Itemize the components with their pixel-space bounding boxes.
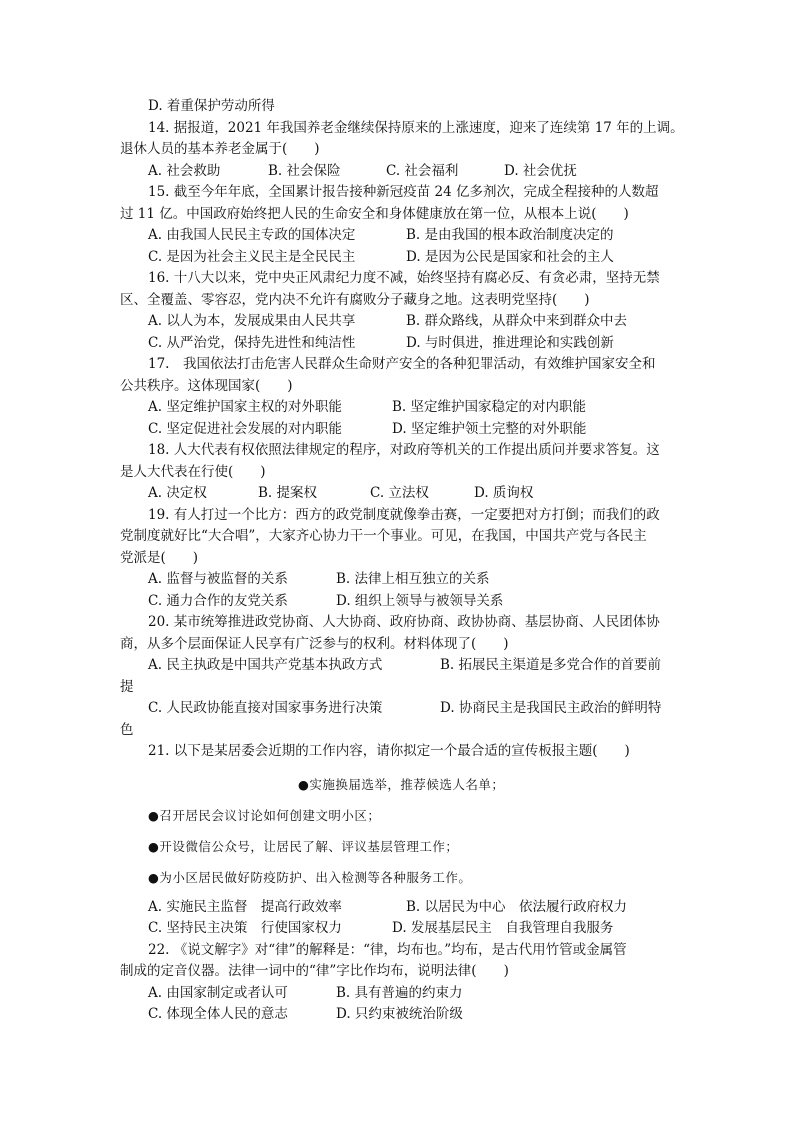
q19-option-b: B. 法律上相互独立的关系	[336, 571, 490, 587]
q17-option-b: B. 坚定维护国家稳定的对内职能	[392, 399, 587, 415]
q17-option-c: C. 坚定促进社会发展的对内职能	[148, 420, 342, 437]
q21-option-a: A. 实施民主监督 提高行政效率	[148, 898, 342, 915]
q18-option-d: D. 质询权	[474, 485, 534, 501]
q20-option-c: C. 人民政协能直接对国家事务进行决策	[148, 700, 383, 716]
q21-option-b: B. 以居民为中心 依法履行政府权力	[406, 898, 628, 915]
question-15	[120, 182, 680, 268]
q19-stem-line1: 19. 有人打过一个比方：西方的政党制度就像拳击赛，一定要把对方打倒；而我们的政	[148, 506, 660, 523]
q19-option-a: A. 监督与被监督的关系	[148, 571, 288, 587]
question-14	[120, 118, 684, 183]
q16-stem-line1: 16. 十八大以来，党中央正风肃纪力度不减，始终坚持有腐必反、有贪必肃，坚持无禁	[148, 270, 660, 286]
q15-stem-line1: 15. 截至今年年底，全国累计报告接种新冠疫苗 24 亿多剂次，完成全程接种的人数超	[148, 184, 659, 200]
q21-notice-item: ●实施换届选举，推荐候选人名单；	[298, 776, 505, 792]
question-16	[120, 268, 680, 354]
q18-option-a: A. 决定权	[148, 485, 207, 501]
q17-option-d: D. 坚定维护领土完整的对外职能	[392, 420, 587, 437]
q15-option-a: A. 由我国人民民主专政的国体决定	[148, 227, 356, 243]
q15-option-b: B. 是由我国的根本政治制度决定的	[406, 227, 614, 243]
q21-notice-item: ●为小区居民做好防疫防护、出入检测等各种服务工作。	[148, 869, 472, 885]
q21-option-c: C. 坚持民主决策 行使国家权力	[148, 920, 342, 936]
q21-stem-line1: 21. 以下是某居委会近期的工作内容，请你拟定一个最合适的宣传板报主题( )	[148, 743, 630, 759]
question-18	[120, 440, 680, 505]
question-17	[120, 354, 680, 440]
q18-option-c: C. 立法权	[370, 485, 429, 501]
q22-option-b: B. 具有普遍的约束力	[336, 984, 463, 1001]
q19-option-d: D. 组织上领导与被领导关系	[336, 592, 504, 609]
q20-option-a: A. 民主执政是中国共产党基本执政方式	[148, 657, 383, 673]
q19-stem-line2: 党制度就好比“大合唱”，大家齐心协力干一个事业。可见，在我国，中国共产党与各民主	[120, 528, 647, 544]
q22-options-row2	[120, 1004, 680, 1026]
q21-notice-item: ●开设微信公众号，让居民了解、评议基层管理工作；	[148, 838, 459, 854]
q20-option-d-wrap: 色	[120, 721, 134, 738]
q20-options-row2	[120, 698, 680, 720]
q22-options-row1	[120, 983, 680, 1005]
q18-options	[120, 483, 680, 505]
q15-stem-line2: 过 11 亿。中国政府始终把人民的生命安全和身体健康放在第一位，从根本上说( )	[120, 205, 629, 222]
q15-options-row1	[120, 225, 680, 247]
q20-stem-line1: 20. 某市统筹推进政党协商、人大协商、政府协商、政协协商、基层协商、人民团体协	[148, 614, 660, 630]
question-21	[120, 741, 680, 940]
q19-option-c: C. 通力合作的友党关系	[148, 592, 288, 609]
q16-option-d: D. 与时俱进，推进理论和实践创新	[406, 334, 614, 351]
q17-stem-line2: 公共秩序。这体现国家( )	[120, 377, 293, 394]
q18-stem-line2: 是人大代表在行使( )	[120, 463, 266, 480]
q20-option-d: D. 协商民主是我国民主政治的鲜明特	[440, 700, 662, 716]
q17-options-row1	[120, 397, 680, 419]
q15-options-row2	[120, 247, 680, 269]
question-20	[120, 612, 680, 741]
q16-stem-line2: 区、全覆盖、零容忍，党内决不允许有腐败分子藏身之地。这表明党坚持( )	[120, 291, 590, 308]
q21-options-row1	[120, 897, 680, 919]
q15-option-c: C. 是因为社会主义民主是全民民主	[148, 248, 356, 265]
question-list	[120, 96, 684, 1026]
q21-notice-box	[148, 769, 680, 893]
q14-stem-line1: 14. 据报道，2021 年我国养老金继续保持原来的上涨速度，迎来了连续第 17 年的上调。	[148, 119, 684, 136]
q13-option-d: D. 着重保护劳动所得	[148, 98, 275, 114]
q20-option-b-wrap: 提	[120, 678, 134, 695]
q14-stem-line2: 退休人员的基本养老金属于( )	[120, 141, 320, 157]
q18-option-b: B. 提案权	[258, 485, 318, 501]
q14-option-c: C. 社会福利	[386, 162, 459, 179]
q21-options-row2	[120, 918, 680, 940]
q17-options-row2	[120, 419, 680, 441]
q22-option-d: D. 只约束被统治阶级	[336, 1006, 463, 1022]
q22-stem-line1: 22. 《说文解字》对“律”的解释是：“律，均布也。”均布，是古代用竹管或金属管	[148, 941, 627, 958]
q19-stem-line3: 党派是( )	[120, 549, 199, 566]
q17-option-a: A. 坚定维护国家主权的对外职能	[148, 399, 342, 415]
q16-option-a: A. 以人为本，发展成果由人民共享	[148, 313, 356, 329]
q16-options-row1	[120, 311, 680, 333]
q18-stem-line1: 18. 人大代表有权依照法律规定的程序，对政府等机关的工作提出质问并要求答复。这	[148, 442, 660, 458]
q14-options	[120, 161, 680, 183]
q16-option-c: C. 从严治党，保持先进性和纯洁性	[148, 334, 356, 351]
q20-stem-line2: 商，从多个层面保证人民享有广泛参与的权利。材料体现了( )	[120, 635, 509, 652]
q17-stem-line1: 17. 我国依法打击危害人民群众生命财产安全的各种犯罪活动，有效维护国家安全和	[148, 356, 656, 372]
q14-option-d: D. 社会优抚	[504, 162, 577, 179]
q19-options-row1	[120, 569, 680, 591]
q14-option-b: B. 社会保险	[268, 162, 341, 179]
q19-options-row2	[120, 591, 680, 613]
question-19	[120, 505, 680, 613]
q15-option-d: D. 是因为公民是国家和社会的主人	[406, 248, 614, 265]
q16-option-b: B. 群众路线，从群众中来到群众中去	[406, 313, 628, 329]
q22-stem-line2: 制成的定音仪器。法律一词中的“律”字比作均布，说明法律( )	[120, 963, 509, 979]
q22-option-c: C. 体现全体人民的意志	[148, 1006, 288, 1022]
q20-option-b: B. 拓展民主渠道是多党合作的首要前	[440, 657, 662, 673]
q20-options-row1	[120, 655, 680, 677]
q21-notice-item: ●召开居民会议讨论如何创建文明小区；	[148, 807, 381, 823]
q22-option-a: A. 由国家制定或者认可	[148, 984, 288, 1001]
q14-option-a: A. 社会救助	[148, 162, 221, 179]
q21-option-d: D. 发展基层民主 自我管理自我服务	[392, 920, 614, 936]
q16-options-row2	[120, 333, 680, 355]
question-22	[120, 940, 680, 1026]
